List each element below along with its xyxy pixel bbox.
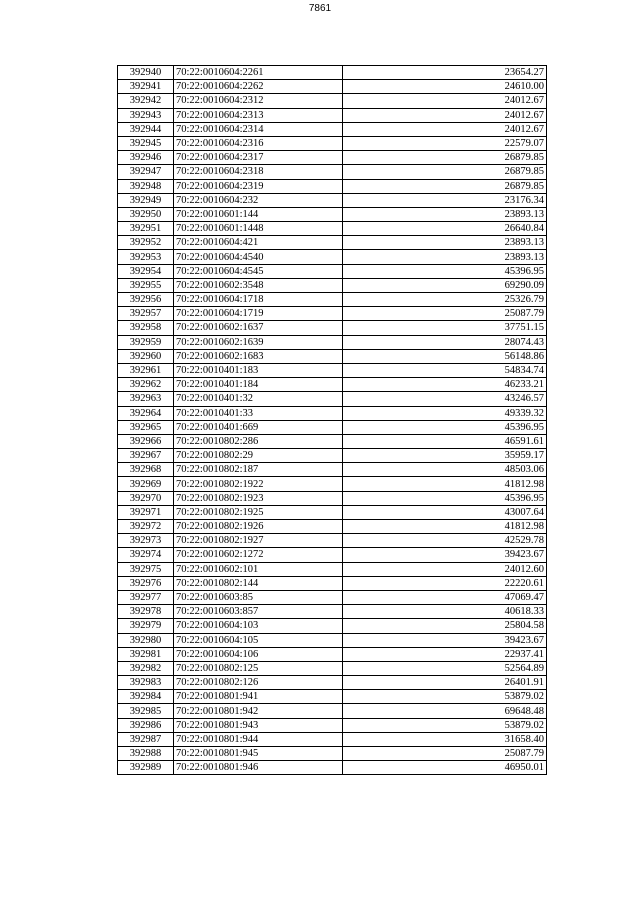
row-id-cell: 392958 xyxy=(118,321,174,335)
row-id-cell: 392969 xyxy=(118,477,174,491)
value-cell: 47069.47 xyxy=(343,590,547,604)
row-id-cell: 392955 xyxy=(118,278,174,292)
cadastral-number-cell: 70:22:0010602:1639 xyxy=(174,335,343,349)
row-id-cell: 392971 xyxy=(118,505,174,519)
value-cell: 24012.67 xyxy=(343,94,547,108)
cadastral-number-cell: 70:22:0010603:85 xyxy=(174,590,343,604)
cadastral-number-cell: 70:22:0010802:144 xyxy=(174,576,343,590)
cadastral-number-cell: 70:22:0010604:2317 xyxy=(174,151,343,165)
cadastral-number-cell: 70:22:0010401:32 xyxy=(174,392,343,406)
table-row xyxy=(118,704,547,718)
row-id-cell: 392988 xyxy=(118,747,174,761)
cadastral-number-cell: 70:22:0010401:669 xyxy=(174,420,343,434)
value-cell: 24012.67 xyxy=(343,108,547,122)
row-id-cell: 392950 xyxy=(118,207,174,221)
row-id-cell: 392968 xyxy=(118,463,174,477)
table-row xyxy=(118,463,547,477)
cadastral-number-cell: 70:22:0010602:101 xyxy=(174,562,343,576)
value-cell: 49339.32 xyxy=(343,406,547,420)
cadastral-number-cell: 70:22:0010802:1923 xyxy=(174,491,343,505)
row-id-cell: 392981 xyxy=(118,647,174,661)
table-row xyxy=(118,434,547,448)
row-id-cell: 392961 xyxy=(118,363,174,377)
row-id-cell: 392960 xyxy=(118,349,174,363)
table-row xyxy=(118,349,547,363)
cadastral-number-cell: 70:22:0010401:183 xyxy=(174,363,343,377)
cadastral-number-cell: 70:22:0010802:187 xyxy=(174,463,343,477)
value-cell: 26879.85 xyxy=(343,179,547,193)
table-row xyxy=(118,108,547,122)
table-row xyxy=(118,661,547,675)
cadastral-number-cell: 70:22:0010802:1925 xyxy=(174,505,343,519)
row-id-cell: 392952 xyxy=(118,236,174,250)
table-row xyxy=(118,633,547,647)
table-row xyxy=(118,619,547,633)
value-cell: 43007.64 xyxy=(343,505,547,519)
page-number: 7861 xyxy=(308,3,332,14)
value-cell: 23893.13 xyxy=(343,236,547,250)
row-id-cell: 392963 xyxy=(118,392,174,406)
value-cell: 45396.95 xyxy=(343,491,547,505)
value-cell: 24012.60 xyxy=(343,562,547,576)
table-row xyxy=(118,676,547,690)
table-row xyxy=(118,94,547,108)
cadastral-number-cell: 70:22:0010604:105 xyxy=(174,633,343,647)
cadastral-number-cell: 70:22:0010802:1922 xyxy=(174,477,343,491)
row-id-cell: 392964 xyxy=(118,406,174,420)
value-cell: 23893.13 xyxy=(343,207,547,221)
value-cell: 43246.57 xyxy=(343,392,547,406)
table-row xyxy=(118,747,547,761)
table-row xyxy=(118,505,547,519)
cadastral-number-cell: 70:22:0010801:944 xyxy=(174,732,343,746)
row-id-cell: 392973 xyxy=(118,534,174,548)
row-id-cell: 392976 xyxy=(118,576,174,590)
cadastral-number-cell: 70:22:0010603:857 xyxy=(174,605,343,619)
cadastral-number-cell: 70:22:0010602:1683 xyxy=(174,349,343,363)
table-row xyxy=(118,647,547,661)
value-cell: 22937.41 xyxy=(343,647,547,661)
row-id-cell: 392983 xyxy=(118,676,174,690)
value-cell: 52564.89 xyxy=(343,661,547,675)
table-row xyxy=(118,406,547,420)
table-row xyxy=(118,491,547,505)
cadastral-number-cell: 70:22:0010801:942 xyxy=(174,704,343,718)
value-cell: 28074.43 xyxy=(343,335,547,349)
row-id-cell: 392986 xyxy=(118,718,174,732)
row-id-cell: 392946 xyxy=(118,151,174,165)
table-row xyxy=(118,605,547,619)
value-cell: 42529.78 xyxy=(343,534,547,548)
value-cell: 31658.40 xyxy=(343,732,547,746)
value-cell: 56148.86 xyxy=(343,349,547,363)
table-row xyxy=(118,420,547,434)
table-row xyxy=(118,562,547,576)
table-row xyxy=(118,449,547,463)
value-cell: 40618.33 xyxy=(343,605,547,619)
row-id-cell: 392943 xyxy=(118,108,174,122)
cadastral-number-cell: 70:22:0010602:1637 xyxy=(174,321,343,335)
cadastral-number-cell: 70:22:0010604:1719 xyxy=(174,307,343,321)
row-id-cell: 392966 xyxy=(118,434,174,448)
row-id-cell: 392944 xyxy=(118,122,174,136)
value-cell: 23654.27 xyxy=(343,66,547,80)
cadastral-number-cell: 70:22:0010601:144 xyxy=(174,207,343,221)
row-id-cell: 392970 xyxy=(118,491,174,505)
value-cell: 46233.21 xyxy=(343,378,547,392)
value-cell: 53879.02 xyxy=(343,718,547,732)
table-row xyxy=(118,307,547,321)
table-row xyxy=(118,576,547,590)
cadastral-number-cell: 70:22:0010604:2316 xyxy=(174,136,343,150)
value-cell: 54834.74 xyxy=(343,363,547,377)
table-row xyxy=(118,136,547,150)
table-row xyxy=(118,392,547,406)
value-cell: 46950.01 xyxy=(343,761,547,775)
value-cell: 39423.67 xyxy=(343,548,547,562)
value-cell: 53879.02 xyxy=(343,690,547,704)
cadastral-number-cell: 70:22:0010604:1718 xyxy=(174,293,343,307)
value-cell: 24012.67 xyxy=(343,122,547,136)
value-cell: 24610.00 xyxy=(343,80,547,94)
cadastral-number-cell: 70:22:0010604:103 xyxy=(174,619,343,633)
table-row xyxy=(118,264,547,278)
row-id-cell: 392979 xyxy=(118,619,174,633)
cadastral-number-cell: 70:22:0010401:184 xyxy=(174,378,343,392)
row-id-cell: 392940 xyxy=(118,66,174,80)
value-cell: 26640.84 xyxy=(343,222,547,236)
row-id-cell: 392965 xyxy=(118,420,174,434)
value-cell: 35959.17 xyxy=(343,449,547,463)
table-row xyxy=(118,690,547,704)
value-cell: 25804.58 xyxy=(343,619,547,633)
value-cell: 69648.48 xyxy=(343,704,547,718)
cadastral-number-cell: 70:22:0010801:941 xyxy=(174,690,343,704)
value-cell: 26879.85 xyxy=(343,151,547,165)
table-row xyxy=(118,66,547,80)
table-row xyxy=(118,222,547,236)
cadastral-number-cell: 70:22:0010604:4545 xyxy=(174,264,343,278)
cadastral-number-cell: 70:22:0010604:2314 xyxy=(174,122,343,136)
value-cell: 69290.09 xyxy=(343,278,547,292)
value-cell: 25087.79 xyxy=(343,747,547,761)
row-id-cell: 392967 xyxy=(118,449,174,463)
row-id-cell: 392959 xyxy=(118,335,174,349)
table-row xyxy=(118,122,547,136)
row-id-cell: 392984 xyxy=(118,690,174,704)
table-row xyxy=(118,293,547,307)
cadastral-number-cell: 70:22:0010802:126 xyxy=(174,676,343,690)
cadastral-number-cell: 70:22:0010802:1926 xyxy=(174,520,343,534)
row-id-cell: 392953 xyxy=(118,250,174,264)
row-id-cell: 392985 xyxy=(118,704,174,718)
cadastral-number-cell: 70:22:0010802:29 xyxy=(174,449,343,463)
row-id-cell: 392978 xyxy=(118,605,174,619)
table-row xyxy=(118,80,547,94)
cadastral-number-cell: 70:22:0010604:2261 xyxy=(174,66,343,80)
value-cell: 48503.06 xyxy=(343,463,547,477)
table-row xyxy=(118,718,547,732)
row-id-cell: 392974 xyxy=(118,548,174,562)
row-id-cell: 392977 xyxy=(118,590,174,604)
value-cell: 25326.79 xyxy=(343,293,547,307)
cadastral-number-cell: 70:22:0010802:125 xyxy=(174,661,343,675)
value-cell: 45396.95 xyxy=(343,420,547,434)
row-id-cell: 392954 xyxy=(118,264,174,278)
row-id-cell: 392948 xyxy=(118,179,174,193)
value-cell: 25087.79 xyxy=(343,307,547,321)
cadastral-number-cell: 70:22:0010604:232 xyxy=(174,193,343,207)
table-row xyxy=(118,534,547,548)
table-row xyxy=(118,321,547,335)
table-row xyxy=(118,520,547,534)
row-id-cell: 392982 xyxy=(118,661,174,675)
value-cell: 39423.67 xyxy=(343,633,547,647)
row-id-cell: 392980 xyxy=(118,633,174,647)
row-id-cell: 392956 xyxy=(118,293,174,307)
table-row xyxy=(118,278,547,292)
row-id-cell: 392941 xyxy=(118,80,174,94)
row-id-cell: 392975 xyxy=(118,562,174,576)
value-cell: 46591.61 xyxy=(343,434,547,448)
cadastral-number-cell: 70:22:0010604:2319 xyxy=(174,179,343,193)
value-cell: 37751.15 xyxy=(343,321,547,335)
value-cell: 26401.91 xyxy=(343,676,547,690)
table-row xyxy=(118,590,547,604)
table-row xyxy=(118,548,547,562)
table-row xyxy=(118,761,547,775)
value-cell: 26879.85 xyxy=(343,165,547,179)
table-row xyxy=(118,207,547,221)
table-body xyxy=(118,66,547,775)
table-row xyxy=(118,732,547,746)
cadastral-number-cell: 70:22:0010604:2318 xyxy=(174,165,343,179)
cadastral-number-cell: 70:22:0010601:1448 xyxy=(174,222,343,236)
value-cell: 45396.95 xyxy=(343,264,547,278)
value-cell: 23176.34 xyxy=(343,193,547,207)
cadastral-number-cell: 70:22:0010602:3548 xyxy=(174,278,343,292)
table-row xyxy=(118,477,547,491)
table-row xyxy=(118,335,547,349)
cadastral-number-cell: 70:22:0010802:1927 xyxy=(174,534,343,548)
row-id-cell: 392972 xyxy=(118,520,174,534)
row-id-cell: 392962 xyxy=(118,378,174,392)
table-row xyxy=(118,151,547,165)
cadastral-number-cell: 70:22:0010801:946 xyxy=(174,761,343,775)
cadastral-number-cell: 70:22:0010802:286 xyxy=(174,434,343,448)
row-id-cell: 392987 xyxy=(118,732,174,746)
table-row xyxy=(118,363,547,377)
row-id-cell: 392951 xyxy=(118,222,174,236)
cadastral-number-cell: 70:22:0010604:2312 xyxy=(174,94,343,108)
row-id-cell: 392949 xyxy=(118,193,174,207)
table-row xyxy=(118,236,547,250)
row-id-cell: 392989 xyxy=(118,761,174,775)
value-cell: 22220.61 xyxy=(343,576,547,590)
table-row xyxy=(118,179,547,193)
row-id-cell: 392947 xyxy=(118,165,174,179)
row-id-cell: 392945 xyxy=(118,136,174,150)
data-table xyxy=(117,65,547,775)
table-row xyxy=(118,165,547,179)
value-cell: 22579.07 xyxy=(343,136,547,150)
cadastral-number-cell: 70:22:0010604:421 xyxy=(174,236,343,250)
cadastral-number-cell: 70:22:0010801:943 xyxy=(174,718,343,732)
cadastral-number-cell: 70:22:0010401:33 xyxy=(174,406,343,420)
cadastral-number-cell: 70:22:0010604:2262 xyxy=(174,80,343,94)
value-cell: 41812.98 xyxy=(343,477,547,491)
row-id-cell: 392957 xyxy=(118,307,174,321)
row-id-cell: 392942 xyxy=(118,94,174,108)
cadastral-number-cell: 70:22:0010604:2313 xyxy=(174,108,343,122)
cadastral-number-cell: 70:22:0010604:106 xyxy=(174,647,343,661)
cadastral-number-cell: 70:22:0010801:945 xyxy=(174,747,343,761)
value-cell: 41812.98 xyxy=(343,520,547,534)
table-row xyxy=(118,378,547,392)
value-cell: 23893.13 xyxy=(343,250,547,264)
cadastral-number-cell: 70:22:0010604:4540 xyxy=(174,250,343,264)
cadastral-number-cell: 70:22:0010602:1272 xyxy=(174,548,343,562)
table-row xyxy=(118,250,547,264)
table-row xyxy=(118,193,547,207)
